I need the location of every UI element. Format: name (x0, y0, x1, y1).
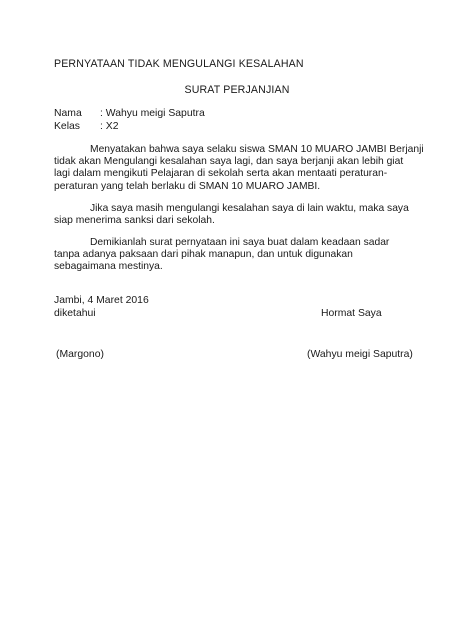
left-signature-label: diketahui (54, 308, 96, 319)
document-subtitle: SURAT PERJANJIAN (184, 84, 290, 96)
paragraph-closing (54, 237, 420, 274)
identity-row-kelas (54, 121, 118, 132)
identity-value: : X2 (100, 121, 119, 132)
paragraph-statement (54, 144, 424, 193)
document-title: PERNYATAAN TIDAK MENGULANGI KESALAHAN (54, 58, 304, 70)
place-date: Jambi, 4 Maret 2016 (54, 295, 149, 306)
paragraph-line: siap menerima sanksi dari sekolah. (54, 215, 215, 227)
paragraph-line: Jika saya masih mengulangi kesalahan saya di lain waktu, maka saya (90, 203, 409, 214)
paragraph-line: tidak akan Mengulangi kesalahan saya lagi, dan saya berjanji akan lebih giat (54, 156, 404, 168)
paragraph-line: lagi dalam mengikuti Pelajaran di sekolah serta akan mentaati peraturan- (54, 168, 388, 180)
paragraph-line: tanpa adanya paksaan dari pihak manapun, dan untuk digunakan (54, 249, 353, 261)
identity-label: Kelas (54, 121, 80, 132)
identity-value: : Wahyu meigi Saputra (100, 108, 205, 119)
identity-label: Nama (54, 108, 82, 119)
left-signatory-name: (Margono) (56, 349, 104, 360)
right-signatory-name: (Wahyu meigi Saputra) (307, 349, 413, 360)
paragraph-line: peraturan yang telah berlaku di SMAN 10 MUARO JAMBI. (54, 180, 321, 192)
right-signature-label: Hormat Saya (321, 308, 382, 319)
paragraph-line: Menyatakan bahwa saya selaku siswa SMAN 10 MUARO JAMBI Berjanji (90, 144, 424, 155)
paragraph-consequence (54, 203, 420, 227)
paragraph-line: Demikianlah surat pernyataan ini saya buat dalam keadaan sadar (90, 237, 390, 248)
paragraph-line: sebagaimana mestinya. (54, 261, 163, 273)
identity-row-nama (54, 108, 205, 119)
